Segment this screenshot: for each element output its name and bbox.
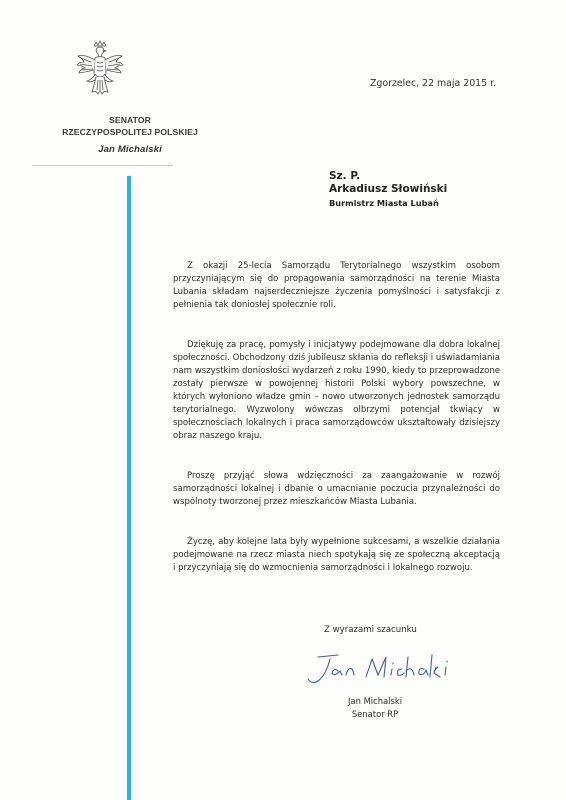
body-paragraph: Życzę, aby kolejne lata były wypełnione sukcesami, a wszelkie działania podejmowane na rzecz miasta niech spotykają się ze społeczną akceptacją i przyczyniają się do wzmocnienia samorządności i lokalnego rozwoju. [173,537,500,573]
accent-stripe [127,176,131,800]
recipient-title: Burmistrz Miasta Lubań [329,198,439,208]
closing-line: Z wyrazami szacunku [324,625,417,635]
body-paragraph: Proszę przyjąć słowa wdzięczności za zaangażowanie w rozwój samorządności lokalnej i dbanie o umacnianie poczucia przynależności do wspólnoty tworzonej przez mieszkańców Miasta Lubania. [173,471,500,507]
recipient-name: Arkadiusz Słowiński [329,183,448,195]
recipient-salutation: Sz. P. [329,170,361,182]
letterhead-line-senator: SENATOR [109,115,151,125]
body-paragraph: Z okazji 25-lecia Samorządu Terytorialnego wszystkim osobom przyczyniającym się do propagowania samorządności na terenie Miasta Lubania składam najserdeczniejsze życzenia pomyślności i satysfakcji z pełnienia tak doniosłej społecznie roli. [173,261,500,310]
polish-eagle-emblem-icon [75,40,125,98]
signer-role: Senator RP [351,709,399,719]
letterhead-line-republic: RZECZYPOSPOLITEJ POLSKIEJ [62,127,198,137]
letterhead-divider [32,165,173,166]
letter-body [173,260,500,575]
recipient-block [329,170,447,210]
signer-block [348,695,402,721]
letterhead-name: Jan Michalski [98,144,162,155]
signer-name: Jan Michalski [348,696,403,706]
handwritten-signature [290,645,460,693]
body-paragraph: Dziękuję za pracę, pomysły i inicjatywy podejmowane dla dobra lokalnej społeczności. Obchodzony dziś jubileusz skłania do refleksji i uświadamiania nam wszystkim doniosłości wydarzeń z roku 1990, kiedy to przeprowadzone zostały pierwsze w powojennej historii Polski wybory powszechne, w których wyłoniono władze gmin – nowo utworzonych jednostek samorządu terytorialnego. Wyzwolony wówczas olbrzymi potencjał tkwiący w społecznościach lokalnych i praca samorządowców ukształtowały dzisiejszy obraz naszego kraju. [173,340,500,441]
letterhead [60,114,200,156]
date-line: Zgorzelec, 22 maja 2015 r. [370,78,497,89]
